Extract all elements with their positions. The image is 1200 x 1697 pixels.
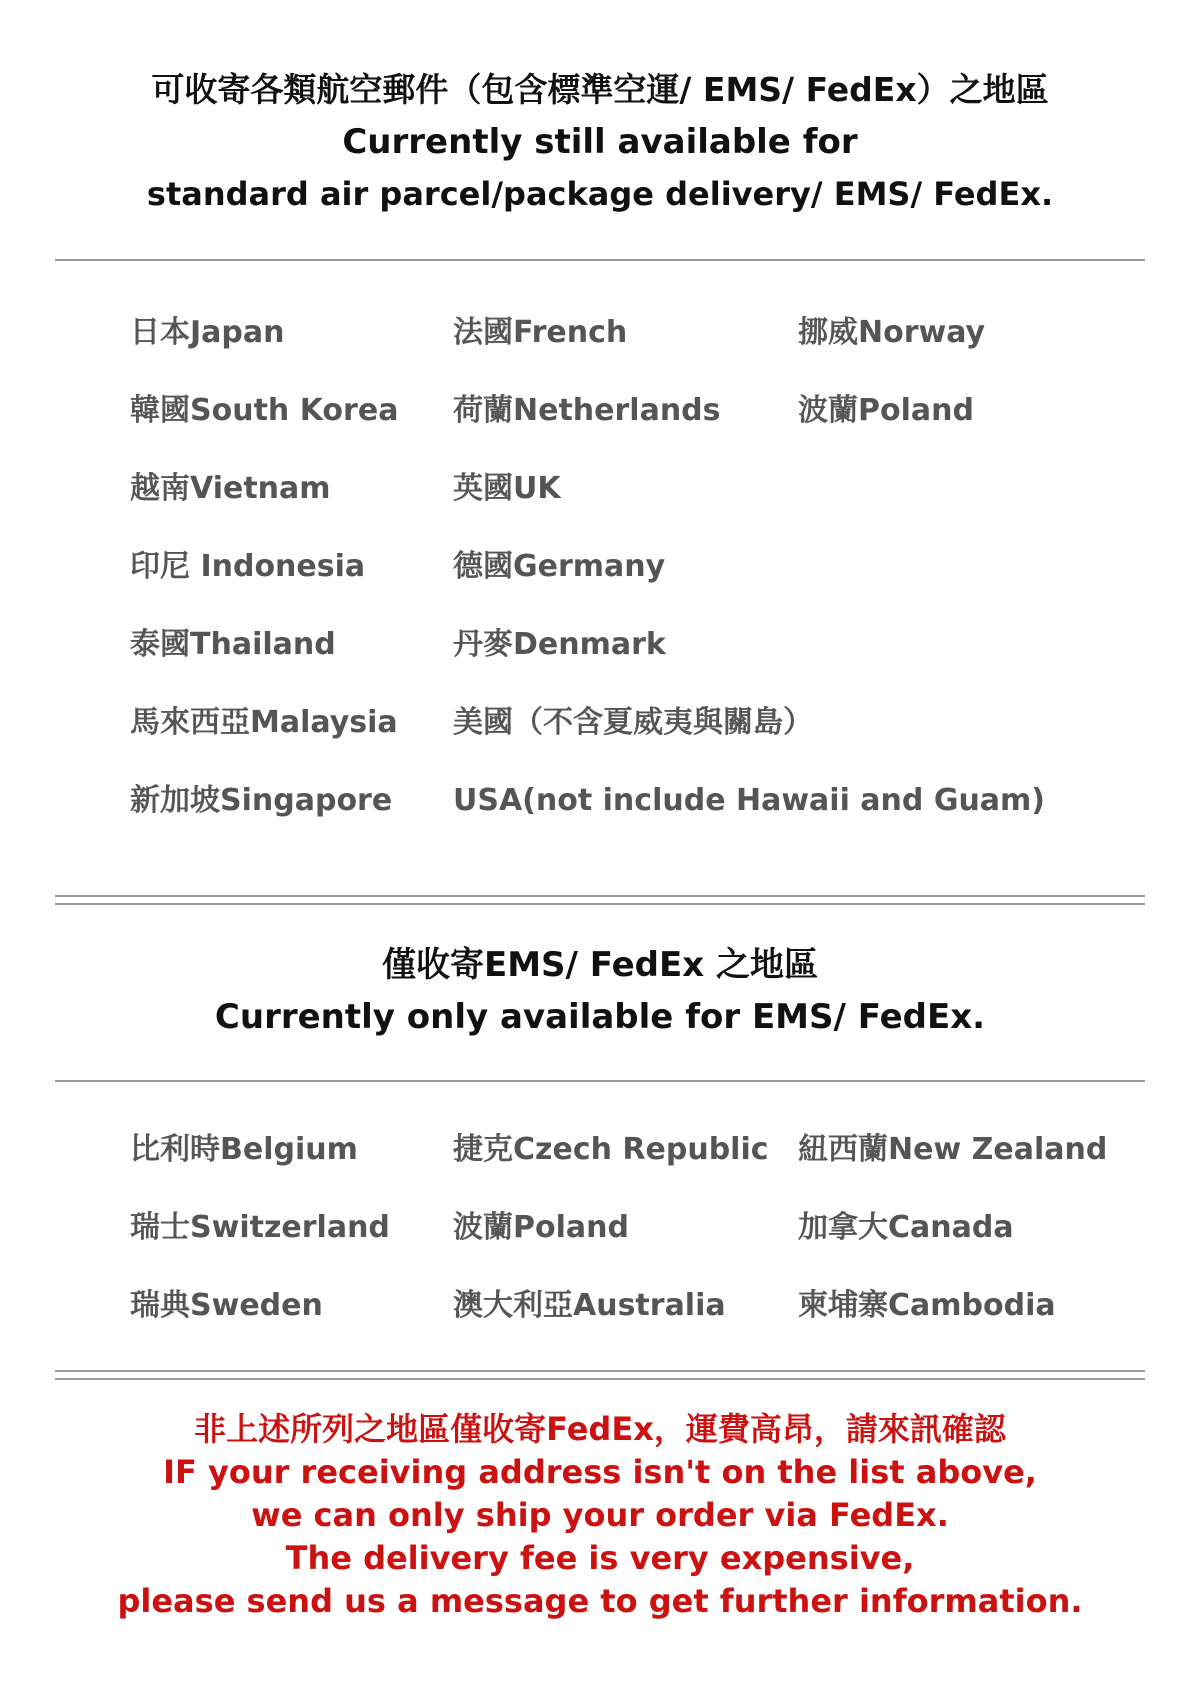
country-item: 泰國Thailand [130,627,336,662]
country-item: 捷克Czech Republic [453,1132,769,1167]
divider [55,259,1145,261]
country-item: 紐西蘭New Zealand [798,1132,1108,1167]
section2-title-line: 僅收寄EMS/ FedEx 之地區 [381,945,819,985]
fedex-notice [0,1408,1200,1623]
notice-line: 非上述所列之地區僅收寄FedEx，運費高昂，請來訊確認 [194,1410,1006,1448]
double-divider [55,895,1145,905]
divider [55,1080,1145,1082]
notice-line: we can only ship your order via FedEx. [251,1496,949,1534]
country-item: 挪威Norway [798,315,986,350]
country-item: 比利時Belgium [130,1132,358,1167]
section2-title-line: Currently only available for EMS/ FedEx. [214,997,986,1037]
country-item: 柬埔寨Cambodia [798,1288,1056,1323]
country-item: USA(not include Hawaii and Guam) [453,783,1046,818]
double-divider [55,1370,1145,1380]
country-item: 丹麥Denmark [453,627,666,662]
country-item: 瑞典Sweden [130,1288,323,1323]
country-item: 新加坡Singapore [130,783,393,818]
country-item: 越南Vietnam [130,471,331,506]
section1-title-line: standard air parcel/package delivery/ EMS/ FedEx. [146,175,1054,213]
country-item: 波蘭Poland [453,1210,629,1245]
section1-title-line: 可收寄各類航空郵件（包含標準空運/ EMS/ FedEx）之地區 [151,70,1049,109]
country-item: 澳大利亞Australia [453,1288,726,1323]
country-item: 德國Germany [453,549,666,584]
country-item: 波蘭Poland [798,393,974,428]
country-item: 英國UK [453,471,561,506]
country-item: 馬來西亞Malaysia [130,705,398,740]
country-item: 荷蘭Netherlands [453,393,721,428]
country-item: 美國（不含夏威夷與關島） [453,705,813,740]
country-item: 韓國South Korea [130,393,399,428]
notice-line: IF your receiving address isn't on the list above, [163,1453,1037,1491]
country-item: 法國French [453,315,628,350]
section1-title-line: Currently still available for [342,122,858,162]
country-item: 印尼 Indonesia [130,549,366,584]
section1-title [0,64,1200,220]
section2-title [0,939,1200,1043]
country-item: 瑞士Switzerland [130,1210,390,1245]
notice-line: please send us a message to get further information. [117,1582,1083,1620]
country-item: 加拿大Canada [798,1210,1014,1245]
notice-line: The delivery fee is very expensive, [285,1539,915,1577]
country-item: 日本Japan [130,315,285,350]
